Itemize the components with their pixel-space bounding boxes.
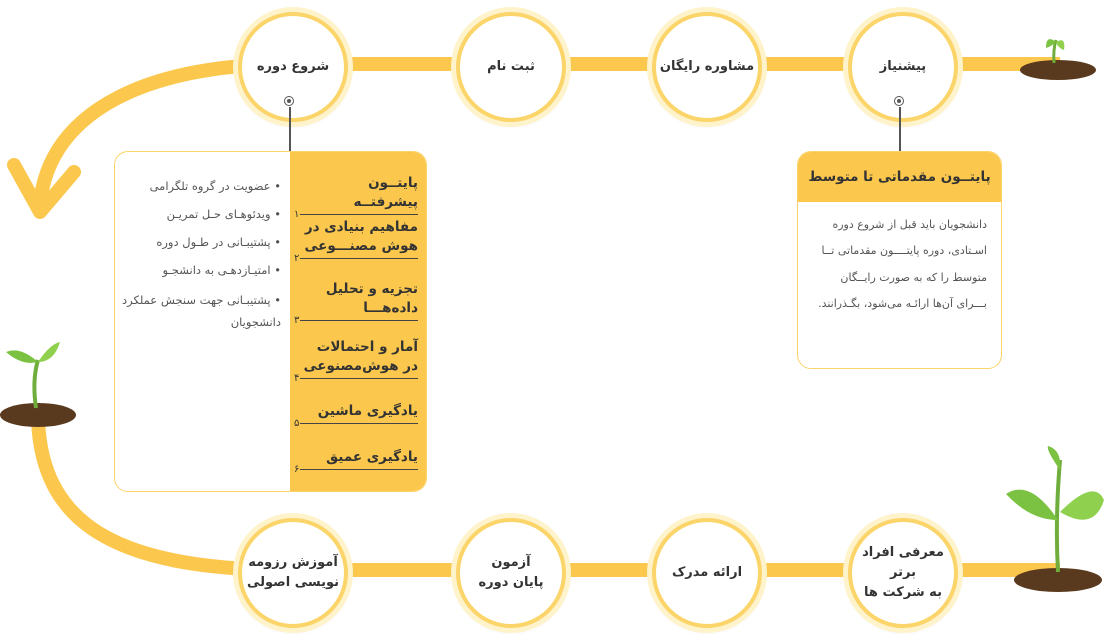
step-certificate [652, 518, 762, 628]
pin-icon [284, 96, 294, 106]
step-label: مشاوره رایگان [659, 58, 755, 74]
step-register [456, 12, 566, 122]
course-number: ۱ [294, 208, 300, 220]
step-label: پیشنیاز [879, 58, 927, 74]
course-item [294, 280, 418, 326]
sprout-left-icon [0, 342, 76, 427]
step-prerequisite [848, 12, 958, 122]
step-free-consult [652, 12, 762, 122]
step-label-line2: پایان دوره [478, 575, 544, 590]
step-label: ارائه مدرک [671, 564, 743, 580]
course-number: ۵ [294, 417, 300, 429]
step-label [478, 553, 543, 593]
connector-line [289, 107, 291, 151]
pin-icon [894, 96, 904, 106]
step-label-line2: به شرکت ها [864, 585, 942, 601]
course-number: ۳ [294, 314, 300, 326]
course-item [294, 448, 418, 475]
step-course-start [238, 12, 348, 122]
step-label-line2: نویسی اصولی [246, 575, 340, 590]
step-resume [238, 518, 348, 628]
step-label: شروع دوره [256, 58, 330, 74]
step-label-line1: معرفی افراد برتر [862, 544, 944, 580]
course-item [294, 402, 418, 429]
course-label: یادگیری ماشین [317, 403, 418, 419]
step-intro-companies [848, 518, 958, 628]
course-label: پایتــون پیشرفتــه [353, 175, 418, 210]
prerequisite-card [797, 151, 1002, 369]
prerequisite-card-body: دانشجویان باید قبل از شروع دوره اسـتادی، دوره پایتــــون مقدماتی تــا متوسط را که به صورت رایــگان بـــرای آن‌ها ارائـه می‌شود، بگـذرانند. [818, 218, 987, 311]
step-label [247, 553, 339, 593]
course-label: یادگیری عمیق [326, 449, 418, 465]
course-label: آمار و احتمالات در هوش‌مصنوعی [303, 339, 418, 374]
step-label-line1: آزمون [491, 554, 531, 570]
course-item [294, 218, 418, 264]
course-label: تجزیه و تحلیل داده‌هـــا [325, 281, 418, 316]
course-item [294, 174, 418, 220]
step-final-exam [456, 518, 566, 628]
feature-item: • پشتیبـانی جهت سنجش عملکرد دانشجویان [122, 293, 281, 329]
step-label [852, 543, 954, 603]
course-label: مفاهیم بنیادی در هوش مصنـــوعی [304, 219, 418, 254]
feature-item: • ویدئوهـای حـل تمریـن [166, 207, 281, 221]
feature-item: • امتیـازدهـی به دانشجـو [162, 263, 281, 277]
course-item [294, 338, 418, 384]
prerequisite-card-title: پایتــون مقدماتی تا متوسط [798, 152, 1001, 202]
course-number: ۲ [294, 252, 300, 264]
course-card [114, 151, 427, 492]
course-number: ۴ [294, 372, 300, 384]
step-label-line1: آموزش رزومه [248, 554, 338, 570]
connector-line [899, 107, 901, 151]
feature-item: • پشتیبـانی در طـول دوره [156, 235, 281, 249]
feature-item: • عضویت در گروه تلگرامی [149, 179, 281, 193]
course-number: ۶ [294, 463, 300, 475]
step-label: ثبت نام [487, 58, 535, 74]
